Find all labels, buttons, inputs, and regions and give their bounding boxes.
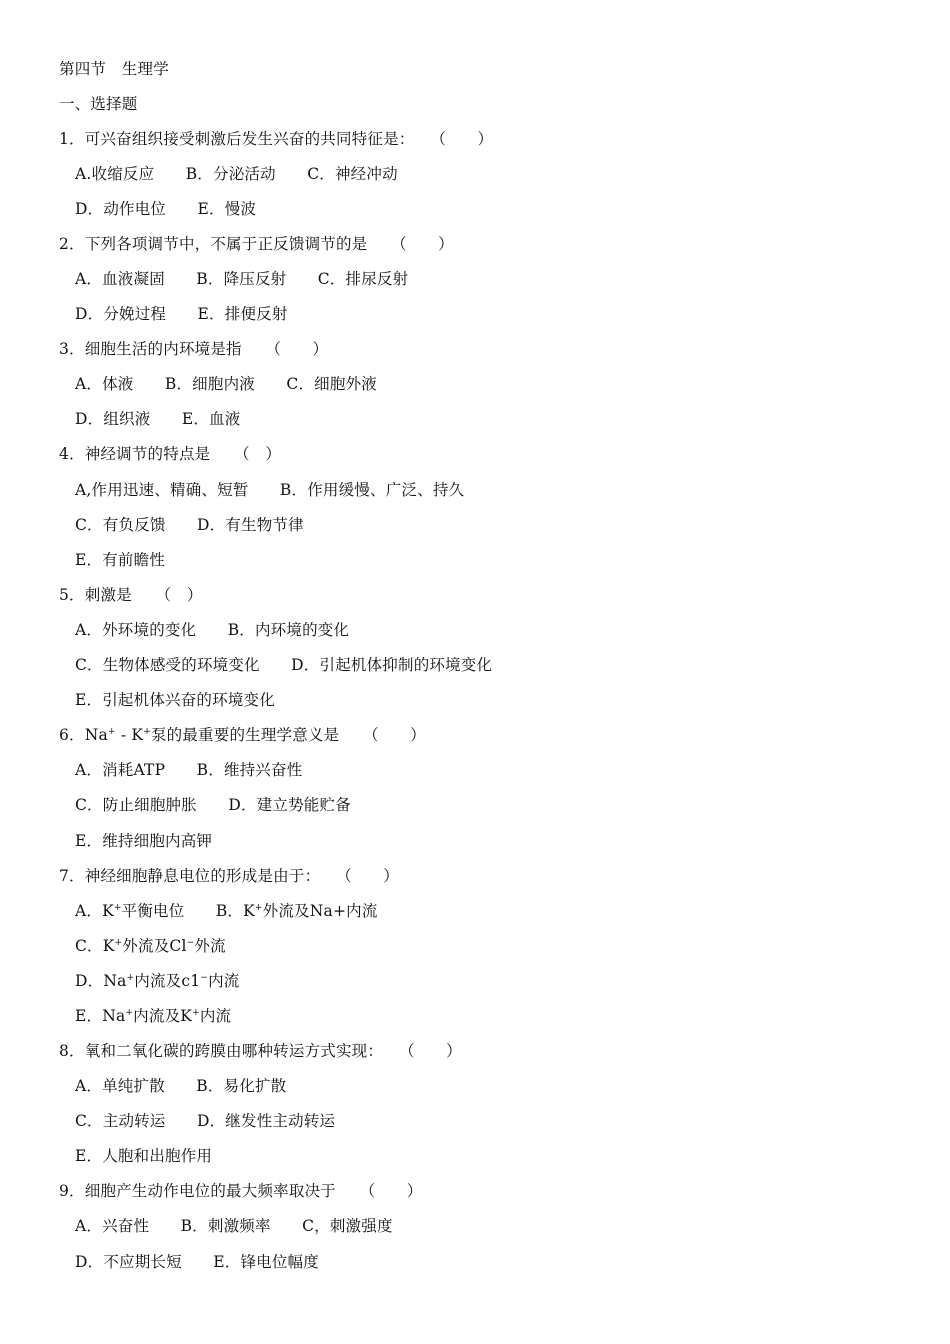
stem-text: 泵的最重要的生理学意义是 （ ） bbox=[150, 726, 426, 744]
question-7-options-line-4 bbox=[75, 1006, 231, 1026]
question-8-options-line-1: A．单纯扩散 B．易化扩散 bbox=[75, 1077, 287, 1095]
question-8-options-line-2: C．主动转运 D．继发性主动转运 bbox=[75, 1112, 336, 1130]
question-4-options-line-1: A,作用迅速、精确、短暂 B．作用缓慢、广泛、持久 bbox=[75, 481, 465, 499]
option-text: 内流及K bbox=[133, 1007, 193, 1025]
superscript-plus: + bbox=[192, 1008, 200, 1018]
stem-text: - K bbox=[115, 726, 144, 744]
superscript-plus: + bbox=[114, 938, 123, 948]
question-3-options-line-1: A．体液 B．细胞内液 C．细胞外液 bbox=[75, 375, 377, 393]
question-9-options-line-1: A．兴奋性 B．刺激频率 C，刺激强度 bbox=[75, 1217, 393, 1235]
question-2-options-line-2: D．分娩过程 E．排便反射 bbox=[75, 305, 288, 323]
option-text: 外流 bbox=[194, 937, 226, 955]
option-text: 内流 bbox=[208, 972, 240, 990]
superscript-minus: − bbox=[200, 973, 209, 983]
superscript-plus: + bbox=[113, 903, 122, 913]
question-5-options-line-3: E．引起机体兴奋的环境变化 bbox=[75, 691, 275, 709]
question-8-options-line-3: E．人胞和出胞作用 bbox=[75, 1147, 213, 1165]
question-8-stem: 8．氧和二氧化碳的跨膜由哪种转运方式实现： （ ） bbox=[59, 1042, 462, 1060]
option-text: 平衡电位 B．K bbox=[121, 902, 255, 920]
question-4-options-line-3: E．有前瞻性 bbox=[75, 551, 166, 569]
question-7-options-line-3 bbox=[75, 971, 239, 991]
stem-text: 6．Na bbox=[59, 726, 108, 744]
superscript-minus: − bbox=[186, 938, 195, 948]
option-text: D．Na bbox=[75, 972, 127, 990]
question-5-stem: 5．刺激是 （ ） bbox=[59, 586, 203, 604]
question-3-stem: 3．细胞生活的内环境是指 （ ） bbox=[59, 340, 329, 358]
question-6-stem bbox=[59, 725, 426, 745]
question-7-options-line-2 bbox=[75, 936, 226, 956]
question-5-options-line-2: C．生物体感受的环境变化 D．引起机体抑制的环境变化 bbox=[75, 656, 493, 674]
superscript-plus: + bbox=[125, 1008, 134, 1018]
superscript-plus: + bbox=[126, 973, 135, 983]
option-text: 内流及c1 bbox=[134, 972, 201, 990]
question-6-options-line-2: C．防止细胞肿胀 D．建立势能贮备 bbox=[75, 796, 351, 814]
question-6-options-line-3: E．维持细胞内高钾 bbox=[75, 832, 213, 850]
question-1-stem: 1．可兴奋组织接受刺激后发生兴奋的共同特征是： （ ） bbox=[59, 130, 494, 148]
question-9-stem: 9．细胞产生动作电位的最大频率取决于 （ ） bbox=[59, 1182, 423, 1200]
question-1-options-line-2: D．动作电位 E．慢波 bbox=[75, 200, 257, 218]
question-5-options-line-1: A．外环境的变化 B．内环境的变化 bbox=[75, 621, 350, 639]
superscript-plus: + bbox=[254, 903, 263, 913]
question-2-stem: 2．下列各项调节中，不属于正反馈调节的是 （ ） bbox=[59, 235, 454, 253]
part-title: 一、选择题 bbox=[59, 95, 138, 113]
superscript-plus: + bbox=[143, 727, 151, 737]
question-9-options-line-2: D．不应期长短 E．锋电位幅度 bbox=[75, 1253, 319, 1271]
option-text: A．K bbox=[75, 902, 114, 920]
question-3-options-line-2: D．组织液 E．血液 bbox=[75, 410, 241, 428]
question-7-stem: 7．神经细胞静息电位的形成是由于： （ ） bbox=[59, 867, 399, 885]
question-4-stem: 4．神经调节的特点是 （ ） bbox=[59, 445, 282, 463]
superscript-plus: + bbox=[107, 727, 116, 737]
question-2-options-line-1: A．血液凝固 B．降压反射 C．排尿反射 bbox=[75, 270, 409, 288]
option-text: 内流 bbox=[199, 1007, 232, 1025]
question-7-options-line-1 bbox=[75, 901, 378, 921]
section-title: 第四节 生理学 bbox=[59, 60, 169, 78]
question-4-options-line-2: C．有负反馈 D．有生物节律 bbox=[75, 516, 304, 534]
option-text: E．Na bbox=[75, 1007, 126, 1025]
option-text: C．K bbox=[75, 937, 115, 955]
question-6-options-line-1: A．消耗ATP B．维持兴奋性 bbox=[75, 761, 303, 779]
option-text: 外流及Cl bbox=[122, 937, 187, 955]
option-text: 外流及Na+内流 bbox=[262, 902, 378, 920]
question-1-options-line-1: A.收缩反应 B．分泌活动 C．神经冲动 bbox=[75, 165, 398, 183]
